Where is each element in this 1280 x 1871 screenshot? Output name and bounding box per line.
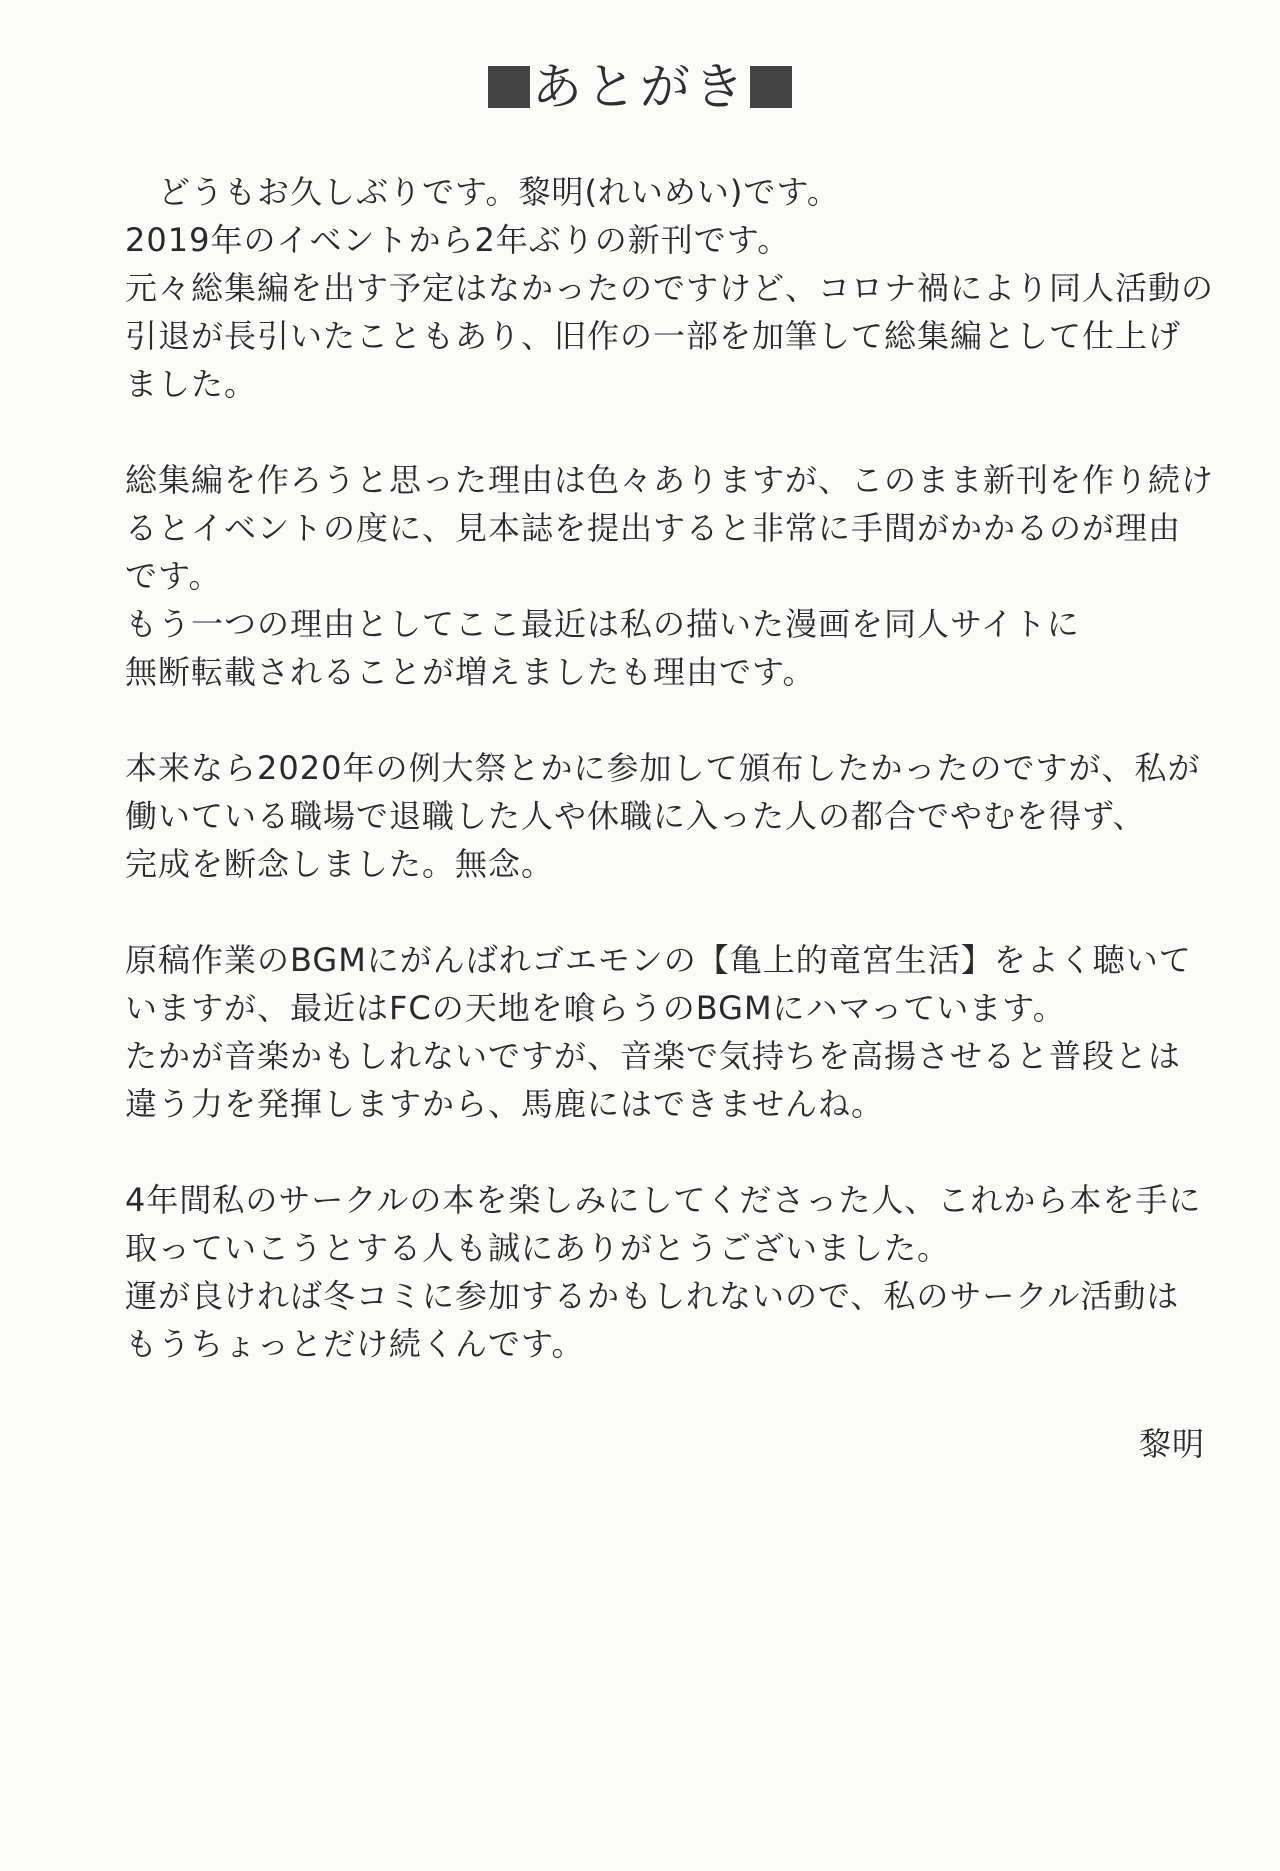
text-line: いますが、最近はFCの天地を喰らうのBGMにハマっています。 — [125, 989, 1066, 1027]
text-line: 原稿作業のBGMにがんばれゴエモンの【亀上的竜宮生活】をよく聴いて — [125, 941, 1192, 979]
text-line: 働いている職場で退職した人や休職に入った人の都合でやむを得ず、 — [125, 797, 1146, 835]
author-signature: 黎明 — [1138, 1425, 1205, 1463]
paragraph-reitaisai — [125, 744, 1205, 888]
paragraph-reasons — [125, 456, 1215, 696]
text-line: 無断転載されることが増えましたも理由です。 — [125, 653, 816, 691]
text-line: 完成を断念しました。無念。 — [125, 845, 555, 883]
text-line: 4年間私のサークルの本を楽しみにしてくださった人、これから本を手に — [125, 1181, 1202, 1219]
page-title-text: あとがき — [532, 58, 748, 116]
afterword-body — [125, 168, 1215, 1416]
text-line: るとイベントの度に、見本誌を提出すると非常に手間がかかるのが理由 — [125, 509, 1182, 547]
paragraph-thanks — [125, 1176, 1205, 1368]
text-line: どうもお久しぶりです。黎明(れいめい)です。 — [125, 173, 840, 211]
text-line: 取っていこうとする人も誠にありがとうございました。 — [125, 1229, 951, 1267]
paragraph-greeting — [125, 168, 1215, 408]
text-line: 本来なら2020年の例大祭とかに参加して頒布したかったのですが、私が — [125, 749, 1201, 787]
text-line: ました。 — [125, 365, 258, 403]
text-line: 引退が長引いたこともあり、旧作の一部を加筆して総集編として仕上げ — [125, 317, 1182, 355]
text-line: 総集編を作ろうと思った理由は色々ありますが、このまま新刊を作り続け — [125, 461, 1215, 499]
text-line: です。 — [125, 557, 222, 595]
black-square-icon — [750, 66, 792, 108]
text-line: もう一つの理由としてここ最近は私の描いた漫画を同人サイトに — [125, 605, 1080, 643]
text-line: 運が良ければ冬コミに参加するかもしれないので、私のサークル活動は — [125, 1277, 1180, 1315]
text-line: もうちょっとだけ続くんです。 — [125, 1325, 585, 1363]
black-square-icon — [488, 66, 530, 108]
text-line: 元々総集編を出す予定はなかったのですけど、コロナ禍により同人活動の — [125, 269, 1215, 307]
paragraph-bgm — [125, 936, 1205, 1128]
text-line: 2019年のイベントから2年ぶりの新刊です。 — [125, 221, 791, 259]
page-title — [0, 52, 1280, 122]
text-line: たかが音楽かもしれないですが、音楽で気持ちを高揚させると普段とは — [125, 1037, 1182, 1075]
text-line: 違う力を発揮しますから、馬鹿にはできませんね。 — [125, 1085, 885, 1123]
